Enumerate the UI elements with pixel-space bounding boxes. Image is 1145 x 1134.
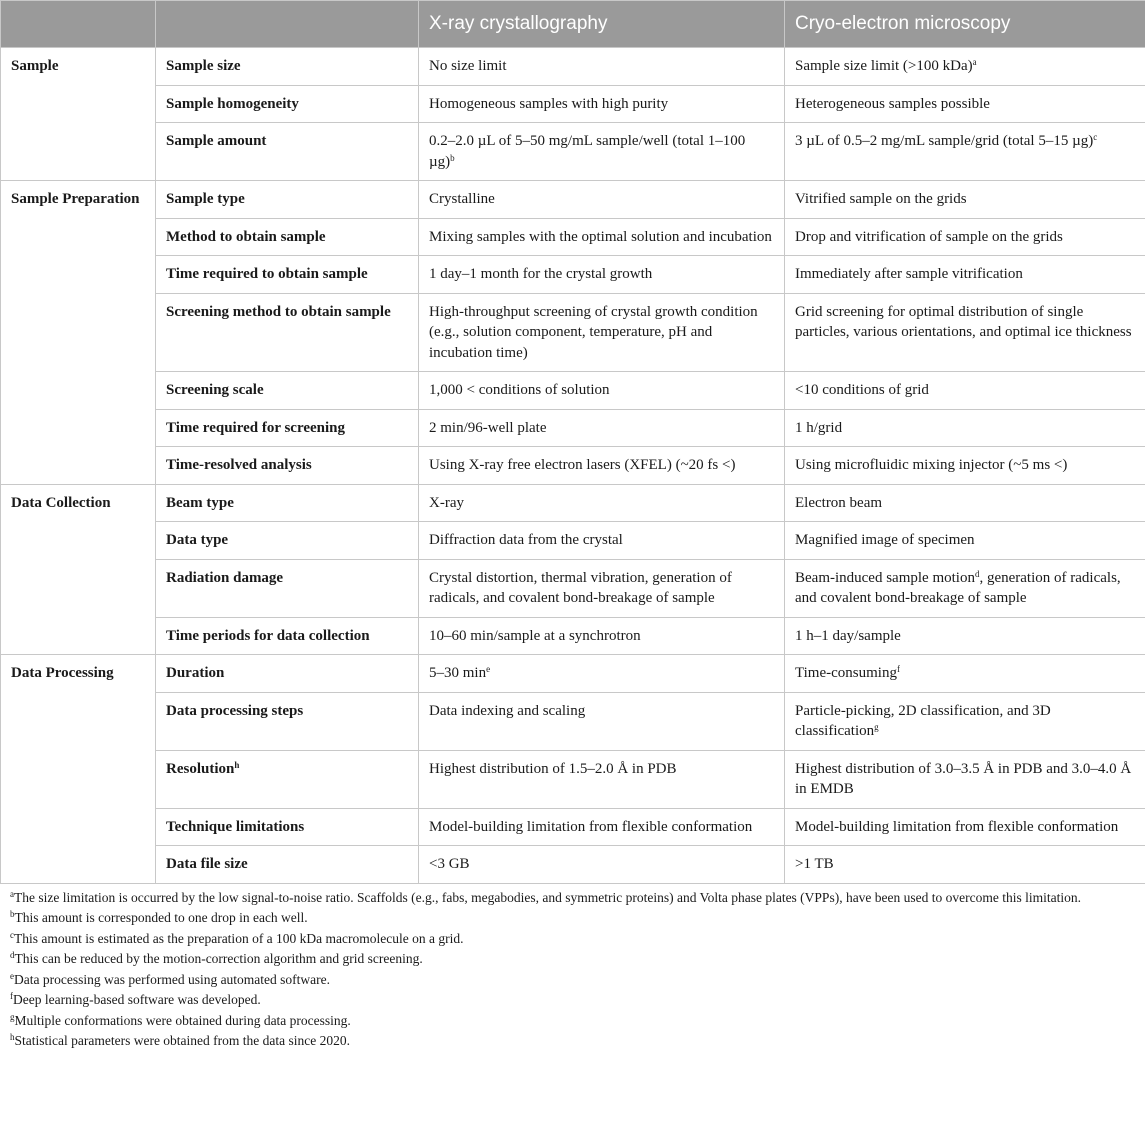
footnote-text: This amount is corresponded to one drop in each well. [14, 910, 308, 925]
footnote-mark: f [10, 991, 13, 1001]
table-row [1, 218, 1145, 256]
cell-text: Screening method to obtain sample [166, 303, 391, 320]
group-label: Data Processing [1, 655, 156, 884]
cell-text: Grid screening for optimal distribution of single particles, various orientations, and optimal ice thickness [795, 303, 1132, 340]
table-row [1, 655, 1145, 693]
cell-text: Crystal distortion, thermal vibration, generation of radicals, and covalent bond-breakage of sample [429, 569, 732, 606]
cell-text: Technique limitations [166, 818, 305, 835]
cell-text: 1 h/grid [795, 419, 843, 436]
xray-cell [419, 617, 785, 655]
cryo-cell [785, 522, 1145, 560]
cell-text: 2 min/96-well plate [429, 419, 547, 436]
footnote-mark: e [486, 664, 491, 674]
xray-cell [419, 522, 785, 560]
cell-text: Heterogeneous samples possible [795, 95, 990, 112]
parameter-cell [156, 372, 419, 410]
cell-text: No size limit [429, 58, 507, 74]
footnote-mark: a [10, 888, 14, 899]
parameter-cell [156, 293, 419, 372]
cell-text: Vitrified sample on the grids [795, 191, 967, 207]
parameter-cell [156, 409, 419, 447]
cell-text: Sample amount [166, 133, 267, 149]
footnote-text: Data processing was performed using automated software. [14, 971, 331, 987]
cell-text: Sample size limit (>100 kDa) [795, 58, 973, 74]
header-row [1, 1, 1145, 48]
cell-text: Data file size [166, 856, 248, 872]
cell-text: High-throughput screening of crystal growth condition (e.g., solution component, temperature, pH and incubation time) [429, 303, 758, 361]
cell-text: Resolution [166, 760, 235, 777]
footnote [10, 990, 1135, 1011]
cell-text: Highest distribution of 3.0–3.5 Å in PDB and 3.0–4.0 Å in EMDB [795, 760, 1132, 797]
parameter-cell [156, 48, 419, 86]
parameter-cell [156, 522, 419, 560]
footnote-mark: f [896, 664, 900, 674]
header-blank-cell-2 [156, 1, 419, 48]
xray-cell [419, 256, 785, 294]
cryo-cell [785, 846, 1145, 884]
cell-text: 1,000 < conditions of solution [429, 382, 610, 398]
parameter-cell [156, 846, 419, 884]
group-label: Sample [1, 48, 156, 181]
table-row [1, 181, 1145, 219]
cell-text: 1 h–1 day/sample [795, 627, 901, 644]
xray-cell [419, 484, 785, 522]
cell-text: Sample type [166, 191, 245, 207]
cryo-cell [785, 692, 1145, 750]
footnote-mark: g [874, 722, 879, 732]
group-label: Sample Preparation [1, 181, 156, 485]
footnote-mark: c [10, 929, 14, 940]
table-row [1, 846, 1145, 884]
xray-cell [419, 846, 785, 884]
footnote [10, 970, 1135, 991]
cell-text: Beam type [166, 494, 234, 511]
table-row [1, 559, 1145, 617]
table-row [1, 293, 1145, 372]
cryo-cell [785, 808, 1145, 846]
cell-text: Data processing steps [166, 702, 304, 719]
cell-text: Duration [166, 665, 225, 681]
xray-cell [419, 808, 785, 846]
cell-text-tail: , generation of radicals, and covalent bond-breakage of sample [795, 569, 1121, 606]
xray-cell [419, 409, 785, 447]
cryo-cell [785, 655, 1145, 693]
footnote-mark: b [10, 909, 15, 919]
cell-text: <10 conditions of grid [795, 382, 929, 398]
table-row [1, 48, 1145, 86]
footnote-mark: a [972, 57, 977, 67]
table-row [1, 256, 1145, 294]
footnote-mark: d [10, 950, 15, 960]
table-row [1, 617, 1145, 655]
table-body [1, 48, 1145, 884]
table-row [1, 808, 1145, 846]
cryo-cell [785, 293, 1145, 372]
xray-cell [419, 372, 785, 410]
cell-text: Electron beam [795, 494, 883, 511]
cell-text: Immediately after sample vitrification [795, 266, 1023, 282]
parameter-cell [156, 218, 419, 256]
footnote-text: This amount is estimated as the preparation of a 100 kDa macromolecule on a grid. [14, 930, 464, 946]
cell-text: Model-building limitation from flexible conformation [795, 818, 1119, 835]
cell-text: 3 µL of 0.5–2 mg/mL sample/grid (total 5–15 µg) [795, 133, 1094, 149]
cell-text: Time required to obtain sample [166, 266, 368, 282]
cell-text: Method to obtain sample [166, 228, 326, 245]
footnote [10, 1011, 1135, 1032]
table-row [1, 123, 1145, 181]
footnote-mark: c [1093, 132, 1098, 142]
table-row [1, 692, 1145, 750]
footnote-mark: h [234, 759, 240, 770]
footnote-mark: h [10, 1032, 15, 1042]
cell-text: Radiation damage [166, 569, 284, 586]
footnote [10, 949, 1135, 970]
cell-text: Time required for screening [166, 419, 346, 436]
xray-cell [419, 447, 785, 485]
header-xray: X-ray crystallography [419, 1, 785, 48]
xray-cell [419, 559, 785, 617]
cell-text: X-ray [429, 494, 464, 511]
footnote-mark: d [974, 568, 980, 579]
cell-text: Particle-picking, 2D classification, and 3D classification [795, 702, 1051, 739]
cell-text: Time-resolved analysis [166, 457, 312, 473]
table-row [1, 85, 1145, 123]
parameter-cell [156, 750, 419, 808]
cryo-cell [785, 750, 1145, 808]
table-row [1, 447, 1145, 485]
cell-text: Beam-induced sample motion [795, 569, 975, 586]
cryo-cell [785, 181, 1145, 219]
table-row [1, 484, 1145, 522]
cell-text: Model-building limitation from flexible conformation [429, 818, 753, 835]
footnotes [0, 884, 1145, 1052]
xray-cell [419, 218, 785, 256]
parameter-cell [156, 447, 419, 485]
parameter-cell [156, 256, 419, 294]
parameter-cell [156, 123, 419, 181]
xray-cell [419, 655, 785, 693]
cell-text: Using X-ray free electron lasers (XFEL) (~20 fs <) [429, 457, 736, 473]
footnote [10, 1031, 1135, 1052]
footnote [10, 908, 1135, 929]
cryo-cell [785, 484, 1145, 522]
header-blank-cell [1, 1, 156, 48]
footnote-text: Statistical parameters were obtained from the data since 2020. [14, 1033, 351, 1048]
parameter-cell [156, 617, 419, 655]
cell-text: Highest distribution of 1.5–2.0 Å in PDB [429, 760, 677, 777]
cryo-cell [785, 48, 1145, 86]
xray-cell [419, 48, 785, 86]
cell-text: 1 day–1 month for the crystal growth [429, 266, 653, 282]
cryo-cell [785, 409, 1145, 447]
cell-text: Sample homogeneity [166, 95, 299, 112]
cryo-cell [785, 85, 1145, 123]
footnote-text: The size limitation is occurred by the low signal-to-noise ratio. Scaffolds (e.g., fabs, megabodies, and symmetric proteins) and Volta phase plates (VPPs), have been used to overcome this limitation. [14, 889, 1082, 905]
parameter-cell [156, 655, 419, 693]
cell-text: Diffraction data from the crystal [429, 532, 623, 548]
footnote-text: Multiple conformations were obtained during data processing. [14, 1012, 351, 1028]
cell-text: >1 TB [795, 856, 834, 872]
cell-text: Sample size [166, 58, 241, 74]
cryo-cell [785, 123, 1145, 181]
parameter-cell [156, 181, 419, 219]
cell-text: Screening scale [166, 382, 264, 398]
cell-text: 10–60 min/sample at a synchrotron [429, 627, 641, 644]
cryo-cell [785, 372, 1145, 410]
cryo-cell [785, 256, 1145, 294]
cryo-cell [785, 218, 1145, 256]
parameter-cell [156, 484, 419, 522]
cell-text: Crystalline [429, 191, 495, 207]
cryo-cell [785, 447, 1145, 485]
cell-text: Time-consuming [795, 665, 897, 681]
footnote-mark: g [10, 1011, 15, 1022]
footnote-mark: b [450, 152, 455, 163]
cell-text: Data type [166, 532, 229, 548]
cell-text: Time periods for data collection [166, 627, 370, 644]
xray-cell [419, 85, 785, 123]
cell-text: Using microfluidic mixing injector (~5 ms <) [795, 457, 1068, 473]
cell-text: Drop and vitrification of sample on the grids [795, 228, 1063, 245]
cell-text: Data indexing and scaling [429, 702, 586, 719]
xray-cell [419, 692, 785, 750]
cryo-cell [785, 559, 1145, 617]
cell-text: 0.2–2.0 µL of 5–50 mg/mL sample/well (total 1–100 µg) [429, 133, 746, 170]
xray-cell [419, 293, 785, 372]
header-cryo: Cryo-electron microscopy [785, 1, 1145, 48]
parameter-cell [156, 808, 419, 846]
footnote-text: This can be reduced by the motion-correction algorithm and grid screening. [14, 951, 423, 966]
cell-text: <3 GB [429, 856, 470, 872]
group-label: Data Collection [1, 484, 156, 655]
cell-text: Homogeneous samples with high purity [429, 95, 669, 112]
table-row [1, 750, 1145, 808]
cell-text: 5–30 min [429, 665, 487, 681]
xray-cell [419, 181, 785, 219]
table-row [1, 409, 1145, 447]
cell-text: Mixing samples with the optimal solution and incubation [429, 228, 772, 245]
footnote [10, 929, 1135, 950]
xray-cell [419, 750, 785, 808]
table-row [1, 372, 1145, 410]
parameter-cell [156, 85, 419, 123]
parameter-cell [156, 559, 419, 617]
table-row [1, 522, 1145, 560]
cell-text: Magnified image of specimen [795, 532, 975, 548]
footnote-text: Deep learning-based software was developed. [13, 992, 261, 1007]
xray-cell [419, 123, 785, 181]
cryo-cell [785, 617, 1145, 655]
parameter-cell [156, 692, 419, 750]
footnote [10, 888, 1135, 909]
footnote-mark: e [10, 970, 14, 981]
